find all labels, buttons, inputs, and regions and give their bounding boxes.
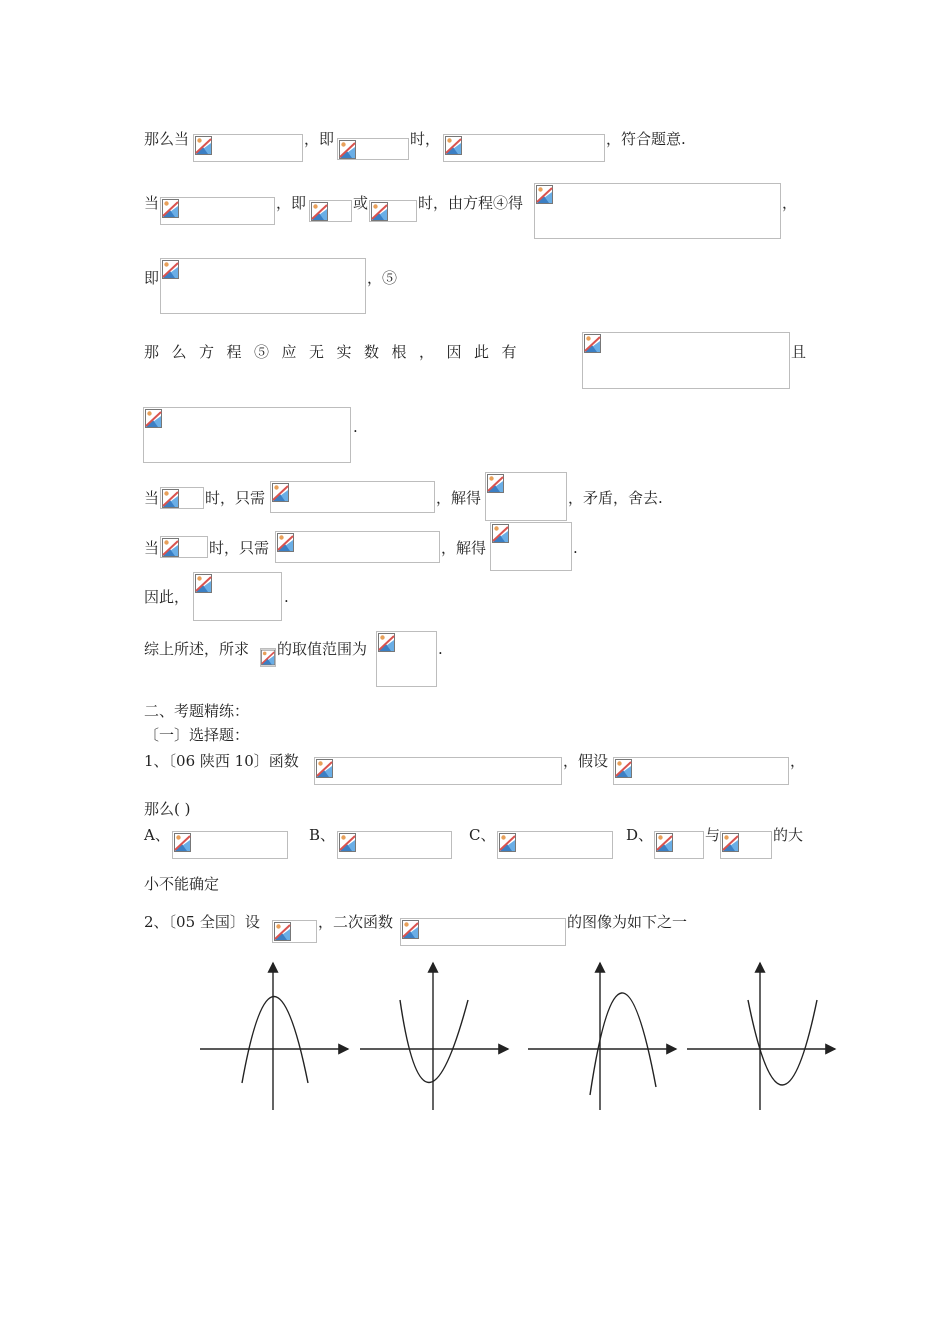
text: ，即 — [276, 194, 307, 212]
formula-image — [193, 572, 282, 621]
formula-image — [369, 200, 417, 222]
formula-image — [275, 531, 440, 563]
graph-3 — [528, 963, 676, 1110]
graph-4 — [687, 963, 835, 1110]
text: . — [573, 539, 578, 557]
broken-image-icon — [339, 140, 356, 159]
text: ，二次函数 — [318, 913, 394, 931]
option-b-label: B、 — [309, 826, 336, 844]
text: 且 — [791, 343, 807, 361]
broken-image-icon — [656, 833, 673, 852]
formula-image — [160, 536, 208, 558]
graph-2 — [360, 963, 508, 1110]
section-heading: 二、考题精练： — [144, 702, 250, 720]
option-c-formula — [497, 831, 613, 859]
broken-image-icon — [492, 524, 509, 543]
broken-image-icon — [445, 136, 462, 155]
option-c-label: C、 — [469, 826, 496, 844]
formula-image — [534, 183, 781, 239]
formula-image — [309, 200, 352, 222]
option-b-formula — [337, 831, 452, 859]
broken-image-icon — [162, 260, 179, 279]
text: 与 — [705, 826, 721, 844]
option-a-formula — [172, 831, 288, 859]
broken-image-icon — [145, 409, 162, 428]
text: ，矛盾，舍去. — [568, 489, 663, 507]
text: ， — [782, 194, 798, 212]
text: ，⑤ — [367, 269, 398, 287]
formula-image — [485, 472, 567, 521]
text: 的取值范围为 — [277, 640, 368, 658]
section-subheading: 〔一〕选择题： — [144, 726, 250, 744]
formula-image — [272, 920, 317, 943]
broken-image-icon — [261, 649, 275, 666]
text: 小不能确定 — [144, 875, 220, 893]
text: ， — [790, 752, 806, 770]
broken-image-icon — [487, 474, 504, 493]
broken-image-icon — [162, 489, 179, 508]
formula-image — [160, 487, 204, 509]
option-a-label: A、 — [144, 826, 170, 844]
text: 当 — [144, 489, 160, 507]
text: 那么( ) — [144, 800, 191, 818]
broken-image-icon — [499, 833, 516, 852]
formula-image — [270, 481, 435, 513]
option-d-formula-2 — [720, 831, 772, 859]
broken-image-icon — [162, 199, 179, 218]
broken-image-icon — [371, 202, 388, 221]
formula-image — [582, 332, 790, 389]
text: 综上所述，所求 — [144, 640, 250, 658]
text: 时，只需 — [209, 539, 270, 557]
broken-image-icon — [274, 922, 291, 941]
formula-image — [260, 648, 276, 667]
formula-image — [376, 631, 437, 687]
text: 时，只需 — [205, 489, 266, 507]
text: 或 — [353, 194, 369, 212]
graph-1 — [200, 963, 348, 1110]
broken-image-icon — [174, 833, 191, 852]
text: ，解得 — [436, 489, 482, 507]
text: . — [438, 640, 443, 658]
text: 即 — [144, 269, 160, 287]
broken-image-icon — [339, 833, 356, 852]
parabola-figures — [195, 955, 845, 1120]
text: ，解得 — [441, 539, 487, 557]
broken-image-icon — [615, 759, 632, 778]
text: ，即 — [304, 130, 335, 148]
text: 时， — [410, 130, 441, 148]
text: . — [353, 418, 358, 436]
formula-image — [400, 918, 566, 946]
text: . — [284, 588, 289, 606]
text: 那么当 — [144, 130, 190, 148]
broken-image-icon — [195, 574, 212, 593]
broken-image-icon — [195, 136, 212, 155]
broken-image-icon — [316, 759, 333, 778]
broken-image-icon — [277, 533, 294, 552]
formula-image — [443, 134, 605, 162]
formula-image — [613, 757, 789, 785]
broken-image-icon — [536, 185, 553, 204]
formula-image — [314, 757, 562, 785]
formula-image — [193, 134, 303, 162]
question-1-text: 1、〔06 陕西 10〕函数 — [144, 752, 299, 770]
text: ，符合题意. — [606, 130, 686, 148]
text: 的大 — [773, 826, 804, 844]
formula-image — [160, 258, 366, 314]
text: ，假设 — [563, 752, 609, 770]
text: 因此， — [144, 588, 190, 606]
broken-image-icon — [272, 483, 289, 502]
broken-image-icon — [378, 633, 395, 652]
question-2-text: 2、〔05 全国〕设 — [144, 913, 260, 931]
text: 那么方程⑤应无实数根，因此有 — [144, 343, 530, 361]
formula-image — [490, 522, 572, 571]
broken-image-icon — [722, 833, 739, 852]
text: 时，由方程④得 — [418, 194, 524, 212]
option-d-label: D、 — [626, 826, 654, 844]
broken-image-icon — [584, 334, 601, 353]
text: 的图像为如下之一 — [567, 913, 688, 931]
formula-image — [143, 407, 351, 463]
formula-image — [160, 197, 275, 225]
broken-image-icon — [402, 920, 419, 939]
broken-image-icon — [162, 538, 179, 557]
text: 当 — [144, 539, 160, 557]
text: 当 — [144, 194, 160, 212]
option-d-formula-1 — [654, 831, 704, 859]
formula-image — [337, 138, 409, 160]
broken-image-icon — [311, 202, 328, 221]
